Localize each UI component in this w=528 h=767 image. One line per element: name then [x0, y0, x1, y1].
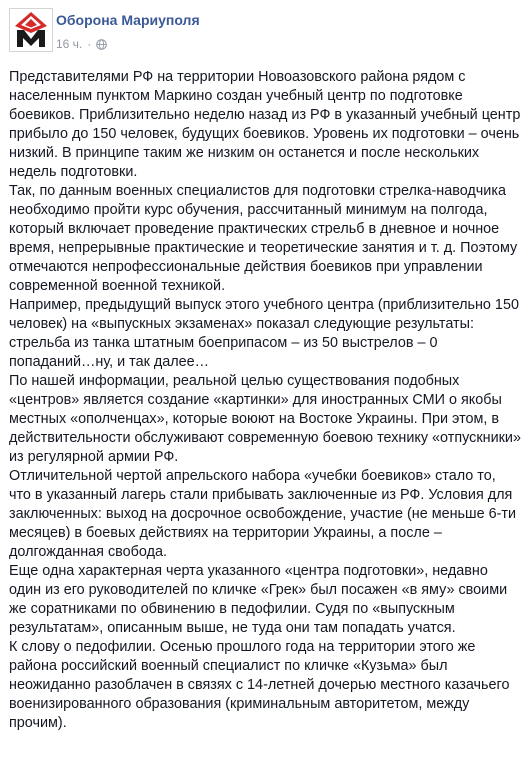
post-paragraph: К слову о педофилии. Осенью прошлого года на территории этого же района российский военный специалист по кличке «Кузьма» был неожиданно разоблачен в связях с 14-летней дочерью местного казачьего военизированного образования (криминальным авторитетом, между прочим). — [9, 639, 510, 731]
post-meta — [56, 37, 107, 51]
mariupol-defense-logo-icon — [10, 9, 52, 51]
post-body — [9, 68, 521, 733]
post-paragraph: Например, предыдущий выпуск этого учебного центра (приблизительно 150 человек) на «выпускных экзаменах» показал следующие результаты: стрельба из танка штатным боеприпасом – из 50 выстрелов – 0 попаданий…ну, и так далее… — [9, 297, 519, 370]
post-paragraph: Отличительной чертой апрельского набора «учебки боевиков» стало то, что в указанный лагерь стали прибывать заключенные из РФ. Условия для заключенных: выход на досрочное освобождение, участие (не меньше 6-ти месяцев) в боевых действиях на территории Украины, а после – долгожданная свобода. — [9, 468, 517, 560]
globe-icon[interactable] — [96, 39, 107, 50]
post-paragraph: По нашей информации, реальной целью существования подобных «центров» является создание «картинки» для иностранных СМИ о якобы местных «ополченцах», которые воюют на Востоке Украины. При этом, в действительности обслуживают современную боевою технику «отпускники» из регулярной армии РФ. — [9, 373, 521, 465]
page-avatar[interactable] — [9, 8, 53, 52]
post-paragraph: Представителями РФ на территории Новоазовского района рядом с населенным пунктом Маркино создан учебный центр по подготовке боевиков. Приблизительно неделю назад из РФ в указанный учебный центр прибыло до 150 человек, будущих боевиков. Уровень их подготовки – очень низкий. В принципе таким же низким он останется и после нескольких недель подготовки. — [9, 69, 521, 180]
post-timestamp[interactable]: 16 ч. — [56, 37, 83, 51]
page-name-link[interactable]: Оборона Мариуполя — [56, 12, 200, 28]
meta-separator: · — [87, 37, 92, 51]
post-paragraph: Так, по данным военных специалистов для подготовки стрелка-наводчика необходимо пройти курс обучения, рассчитанный минимум на полгода, который включает проведение практических стрельб в дневное и ночное время, непрерывные практические и теоретические занятия и т. д. Поэтому отмечаются непрофессиональные действия боевиков при управлении современной военной техникой. — [9, 183, 518, 294]
post-header — [9, 8, 519, 56]
post-paragraph: Еще одна характерная черта указанного «центра подготовки», недавно один из его руководителей по кличке «Грек» был посажен «в яму» своими же соратниками по обвинению в педофилии. Судя по «выпускным результатам», описанным выше, не туда они там попадать учатся. — [9, 563, 508, 636]
